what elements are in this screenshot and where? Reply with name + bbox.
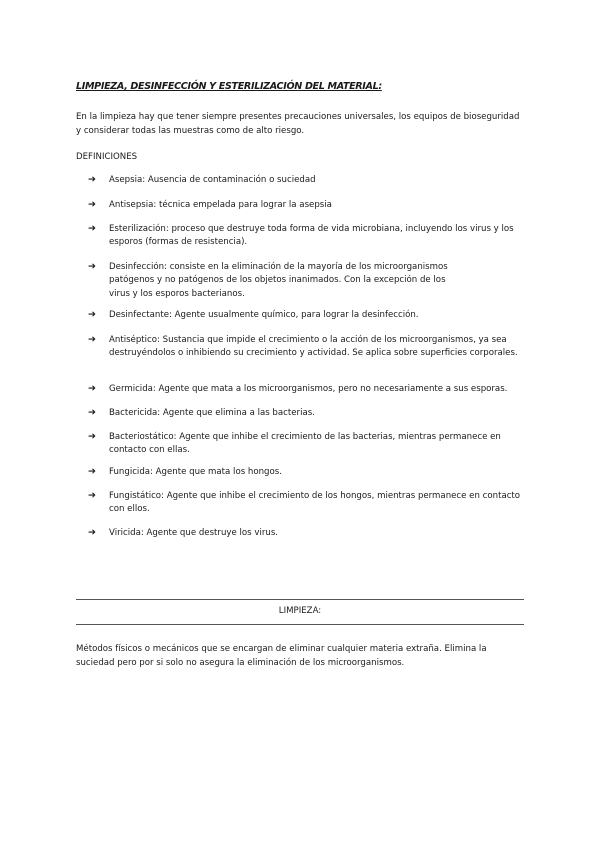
section-body: Métodos físicos o mecánicos que se encargan de eliminar cualquier materia extraña. Elimina la suciedad pero por si solo no asegura la eliminación de los microorganismos. [76, 644, 487, 669]
right-arrow-icon: ➔ [88, 261, 96, 272]
definition-text: Antisepsia: técnica empelada para lograr la asepsia [109, 200, 332, 210]
definition-text: Fungicida: Agente que mata los hongos. [109, 467, 282, 477]
definition-text: Bacteriostático: Agente que inhibe el crecimiento de las bacterias, mientras permanece en contacto con ellas. [109, 432, 501, 456]
definition-text: Germicida: Agente que mata a los microorganismos, pero no necesariamente a sus esporas. [109, 384, 508, 394]
right-arrow-icon: ➔ [88, 466, 96, 477]
right-arrow-icon: ➔ [88, 223, 96, 234]
definition-text: Bactericida: Agente que elimina a las bacterias. [109, 408, 315, 418]
right-arrow-icon: ➔ [88, 490, 96, 501]
divider-bottom [76, 624, 524, 625]
definition-text: Viricida: Agente que destruye los virus. [109, 528, 279, 538]
divider-top [76, 599, 524, 600]
right-arrow-icon: ➔ [88, 199, 96, 210]
right-arrow-icon: ➔ [88, 431, 96, 442]
right-arrow-icon: ➔ [88, 407, 96, 418]
section-title: LIMPIEZA: [278, 606, 322, 616]
right-arrow-icon: ➔ [88, 334, 96, 345]
definition-text: Desinfectante: Agente usualmente químico, para lograr la desinfección. [109, 310, 419, 320]
definition-text: Asepsia: Ausencia de contaminación o suciedad [109, 175, 316, 185]
right-arrow-icon: ➔ [88, 309, 96, 320]
right-arrow-icon: ➔ [88, 383, 96, 394]
document-title: LIMPIEZA, DESINFECCIÓN Y ESTERILIZACIÓN DEL MATERIAL: [76, 81, 382, 92]
definition-text: Esterilización: proceso que destruye toda forma de vida microbiana, incluyendo los virus y los esporos (formas de resistencia). [109, 224, 514, 248]
definition-text: Antiséptico: Sustancia que impide el crecimiento o la acción de los microorganismos, ya sea destruyéndolos o inhibiendo su crecimiento y actividad. Se aplica sobre superficies corporales. [109, 335, 518, 359]
definitions-heading: DEFINICIONES [76, 152, 138, 162]
intro-paragraph: En la limpieza hay que tener siempre presentes precauciones universales, los equipos de bioseguridad y considerar todas las muestras como de alto riesgo. [76, 112, 520, 136]
right-arrow-icon: ➔ [88, 527, 96, 538]
definition-text: Fungistático: Agente que inhibe el crecimiento de los hongos, mientras permanece en contacto con ellos. [109, 491, 521, 515]
right-arrow-icon: ➔ [88, 174, 96, 185]
definition-text: Desinfección: consiste en la eliminación de la mayoría de los microorganismos patógenos y no patógenos de los objetos inanimados. Con la excepción de los virus y los esporos bacterianos. [109, 262, 448, 299]
